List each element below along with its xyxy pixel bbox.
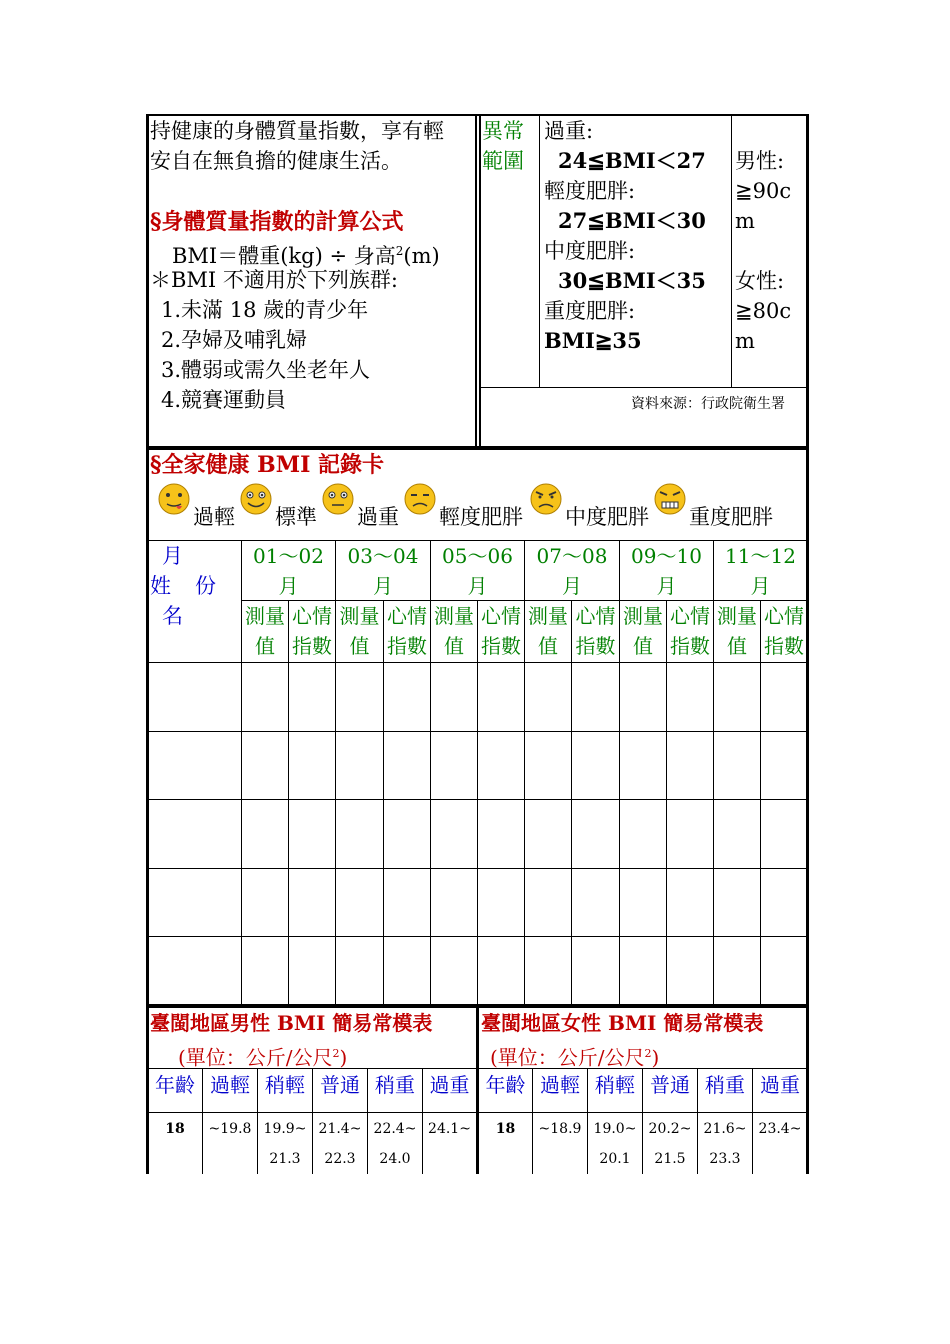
period-range: 07～08: [536, 544, 608, 568]
header-period: 份: [195, 574, 216, 598]
table-header: 普通: [320, 1073, 360, 1097]
sub-header-measure: 測量 值: [717, 604, 757, 658]
waist-text: ≧80c: [735, 299, 792, 323]
waist-text: 女性:: [735, 269, 785, 293]
period-header: [525, 541, 619, 601]
male-table-unit: (單位：公斤/公尺$^2$): [178, 1045, 348, 1070]
period-range: 09～10: [631, 544, 702, 568]
sub-header-measure: 測量 值: [245, 604, 285, 658]
table-header: 過輕: [540, 1073, 580, 1097]
exclusion-item: 4.競賽運動員: [161, 388, 287, 412]
header-name: 姓: [150, 574, 171, 598]
sub-header-mood: 心情 指數: [292, 604, 332, 658]
formula-text: BMI＝體重(kg) ÷ 身高: [172, 244, 396, 268]
period-unit: 月: [467, 574, 488, 598]
range-category: 重度肥胖:: [544, 299, 636, 323]
table-cell: 24.1~: [428, 1121, 471, 1137]
range-value: 30≦BMI＜35: [558, 268, 706, 293]
period-header: [431, 541, 524, 601]
period-range: 11～12: [725, 544, 796, 568]
sub-header-measure: 測量 值: [339, 604, 380, 658]
table-cell: 19.0~ 20.1: [593, 1121, 637, 1167]
table-header: 年齡: [155, 1073, 195, 1097]
table-header: 稍輕: [265, 1073, 305, 1097]
normal-face-icon: [238, 482, 274, 516]
exclusion-item: 2.孕婦及哺乳婦: [161, 328, 308, 352]
table-header: 過重: [429, 1073, 470, 1097]
sub-header-mood: 心情 指數: [387, 604, 427, 658]
mildly-obese-face-icon: [402, 482, 438, 516]
sub-header-mood: 心情 指數: [481, 604, 521, 658]
underweight-face-icon: [156, 482, 192, 516]
male-table-title: 臺閩地區男性 BMI 簡易常模表: [150, 1011, 433, 1035]
exclusion-item: 3.體弱或需久坐老年人: [161, 358, 371, 382]
period-header: [336, 541, 430, 601]
sub-header-mood: 心情 指數: [764, 604, 804, 658]
legend-label: 標準: [275, 505, 317, 529]
table-cell: 23.4~: [758, 1121, 802, 1137]
period-range: 05～06: [442, 544, 513, 568]
sub-header-measure: 測量 值: [528, 604, 568, 658]
period-header: [242, 541, 335, 601]
period-unit: 月: [373, 574, 393, 598]
waist-text: ≧90c: [735, 179, 792, 203]
legend-label: 重度肥胖: [689, 505, 773, 529]
record-row[interactable]: [148, 663, 807, 731]
period-unit: 月: [750, 574, 771, 598]
period-header: [714, 541, 807, 601]
table-header: 稍輕: [595, 1073, 635, 1097]
sub-header-measure: 測量 值: [434, 604, 474, 658]
period-unit: 月: [278, 574, 299, 598]
table-header: 稍重: [375, 1073, 415, 1097]
period-unit: 月: [562, 574, 582, 598]
source-note: 資料來源：行政院衛生署: [631, 396, 785, 412]
sub-header-mood: 心情 指數: [670, 604, 710, 658]
record-card-title: §全家健康 BMI 記錄卡: [150, 452, 385, 478]
record-row[interactable]: [148, 869, 807, 936]
moderately-obese-face-icon: [528, 482, 564, 516]
header-month: 月: [162, 544, 183, 568]
record-row[interactable]: [148, 800, 807, 868]
severely-obese-face-icon: [652, 482, 688, 516]
waist-text: 男性:: [735, 149, 785, 173]
legend-label: 中度肥胖: [565, 505, 649, 529]
period-unit: 月: [656, 574, 677, 598]
table-header: 過重: [760, 1073, 800, 1097]
table-cell: 20.2~ 21.5: [648, 1121, 692, 1167]
overweight-face-icon: [320, 482, 356, 516]
range-category: 過重:: [544, 119, 594, 143]
header-name2: 名: [162, 604, 183, 628]
formula-sup: 2: [395, 244, 404, 258]
table-cell: 22.4~ 24.0: [373, 1121, 417, 1167]
record-row[interactable]: [148, 732, 807, 799]
period-header: [620, 541, 713, 601]
table-cell: 21.6~ 23.3: [703, 1121, 747, 1167]
sub-header-measure: 測量 值: [623, 604, 663, 658]
table-header: 年齡: [485, 1073, 526, 1097]
range-value: BMI≧35: [544, 328, 642, 353]
range-category: 中度肥胖:: [544, 239, 636, 263]
intro-line: 持健康的身體質量指數，享有輕: [150, 119, 444, 143]
table-cell: 19.9~ 21.3: [263, 1121, 307, 1167]
formula-unit: (m): [403, 244, 440, 268]
waist-text: m: [735, 329, 755, 353]
period-range: 01～02: [253, 544, 324, 568]
exclusion-item: 1.未滿 18 歲的青少年: [161, 298, 369, 322]
sub-header-mood: 心情 指數: [575, 604, 616, 658]
legend-label: 輕度肥胖: [439, 505, 523, 529]
legend-label: 過輕: [193, 505, 235, 529]
range-value: 24≦BMI＜27: [558, 148, 706, 173]
table-cell: 18: [495, 1121, 516, 1137]
period-range: 03～04: [347, 544, 419, 568]
formula-title: §身體質量指數的計算公式: [150, 209, 404, 235]
range-label: 範圍: [482, 149, 524, 173]
female-table-title: 臺閩地區女性 BMI 簡易常模表: [481, 1011, 764, 1035]
range-category: 輕度肥胖:: [544, 179, 636, 203]
table-cell: ~18.9: [538, 1121, 582, 1137]
range-value: 27≦BMI＜30: [558, 208, 706, 233]
record-row[interactable]: [148, 937, 807, 1004]
range-label: 異常: [482, 119, 524, 143]
table-header: 過輕: [210, 1073, 250, 1097]
waist-text: m: [735, 209, 755, 233]
legend-label: 過重: [357, 505, 399, 529]
table-cell: ~19.8: [208, 1121, 252, 1137]
table-header: 稍重: [705, 1073, 745, 1097]
female-table-unit: (單位：公斤/公尺$^2$): [490, 1045, 660, 1070]
exclusion-title: ＊BMI 不適用於下列族群:: [150, 268, 398, 292]
intro-line: 安自在無負擔的健康生活。: [150, 149, 402, 173]
table-cell: 21.4~ 22.3: [318, 1121, 362, 1167]
table-header: 普通: [650, 1073, 690, 1097]
table-cell: 18: [165, 1121, 185, 1137]
